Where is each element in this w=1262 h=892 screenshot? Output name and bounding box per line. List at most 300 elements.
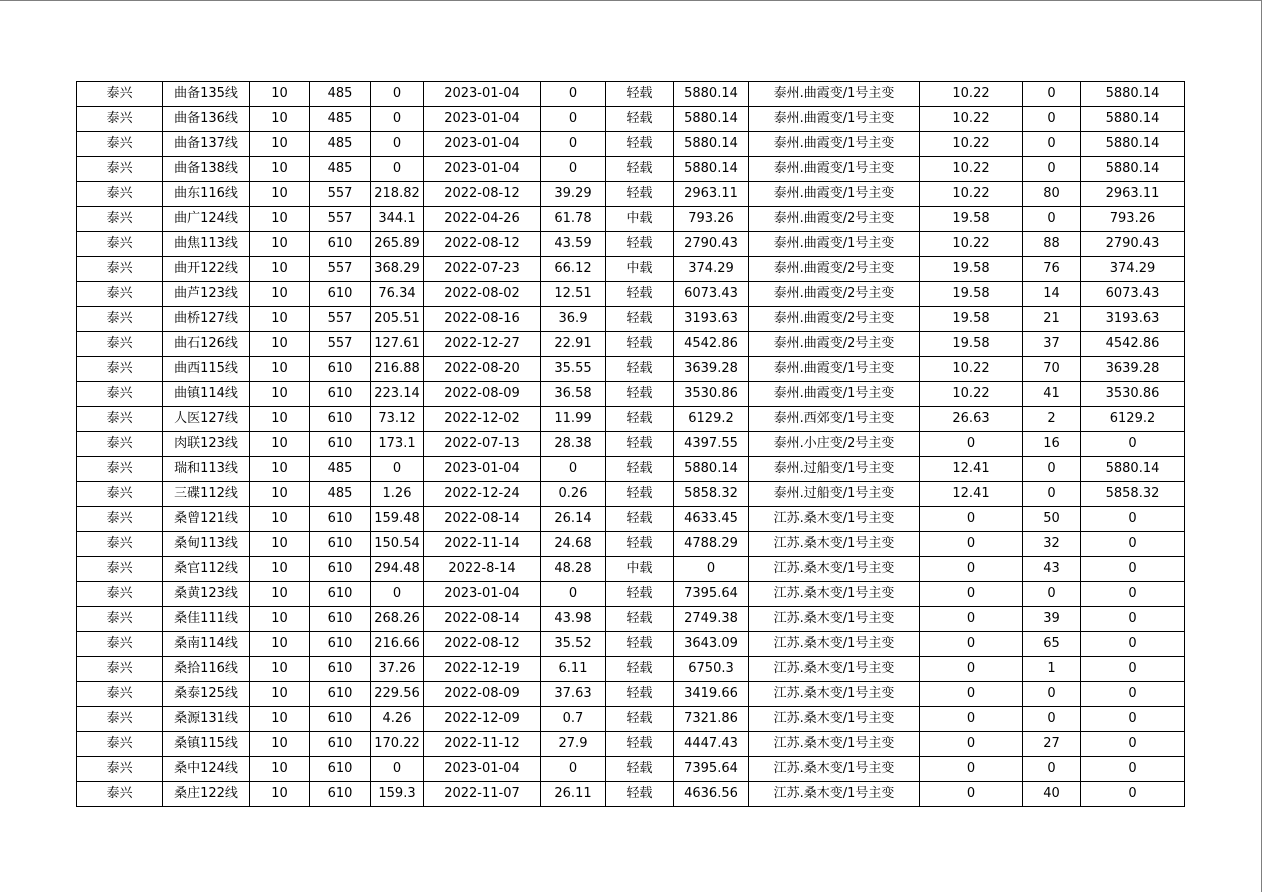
cell-rated-capacity: 485 [310,157,371,182]
cell-date: 2022-08-16 [424,307,541,332]
cell-rated-capacity: 610 [310,357,371,382]
cell-date: 2022-11-12 [424,732,541,757]
cell-transformer-value: 0 [920,707,1023,732]
cell-max-load: 0 [371,107,424,132]
cell-margin: 5858.32 [674,482,749,507]
cell-region: 泰兴 [77,407,163,432]
cell-region: 泰兴 [77,82,163,107]
cell-region: 泰兴 [77,432,163,457]
cell-max-load: 0 [371,157,424,182]
cell-max-load: 229.56 [371,682,424,707]
cell-load-rate: 11.99 [541,407,606,432]
cell-load-rate: 61.78 [541,207,606,232]
cell-load-rate: 36.9 [541,307,606,332]
cell-load-rate: 66.12 [541,257,606,282]
cell-region: 泰兴 [77,532,163,557]
cell-line-name: 曲焦113线 [163,232,250,257]
cell-transformer: 江苏.桑木变/1号主变 [749,682,920,707]
cell-remaining: 2963.11 [1081,182,1185,207]
cell-region: 泰兴 [77,282,163,307]
cell-count: 43 [1023,557,1081,582]
cell-load-rate: 28.38 [541,432,606,457]
cell-count: 39 [1023,607,1081,632]
cell-count: 27 [1023,732,1081,757]
cell-max-load: 216.66 [371,632,424,657]
cell-margin: 4636.56 [674,782,749,807]
cell-line-name: 曲芦123线 [163,282,250,307]
cell-voltage: 10 [250,357,310,382]
cell-transformer: 江苏.桑木变/1号主变 [749,657,920,682]
cell-count: 21 [1023,307,1081,332]
cell-max-load: 73.12 [371,407,424,432]
cell-remaining: 5880.14 [1081,132,1185,157]
cell-date: 2022-08-02 [424,282,541,307]
cell-margin: 2790.43 [674,232,749,257]
cell-rated-capacity: 485 [310,132,371,157]
cell-max-load: 4.26 [371,707,424,732]
cell-load-level: 轻载 [606,657,674,682]
cell-transformer-value: 0 [920,732,1023,757]
cell-load-rate: 0 [541,457,606,482]
cell-region: 泰兴 [77,157,163,182]
cell-load-level: 轻载 [606,507,674,532]
table-row [77,782,1185,807]
cell-load-rate: 0 [541,582,606,607]
cell-transformer-value: 0 [920,657,1023,682]
table-row [77,282,1185,307]
cell-margin: 4542.86 [674,332,749,357]
cell-transformer: 泰州.西郊变/1号主变 [749,407,920,432]
cell-line-name: 桑庄122线 [163,782,250,807]
cell-transformer: 江苏.桑木变/1号主变 [749,607,920,632]
cell-margin: 6750.3 [674,657,749,682]
table-row [77,757,1185,782]
cell-region: 泰兴 [77,132,163,157]
cell-load-rate: 26.11 [541,782,606,807]
cell-margin: 5880.14 [674,82,749,107]
cell-transformer: 泰州.曲霞变/2号主变 [749,332,920,357]
cell-margin: 7395.64 [674,582,749,607]
cell-rated-capacity: 610 [310,407,371,432]
cell-load-level: 轻载 [606,107,674,132]
cell-transformer-value: 10.22 [920,382,1023,407]
cell-transformer-value: 0 [920,782,1023,807]
cell-load-level: 轻载 [606,232,674,257]
cell-rated-capacity: 610 [310,657,371,682]
cell-max-load: 0 [371,582,424,607]
cell-max-load: 205.51 [371,307,424,332]
cell-line-name: 桑泰125线 [163,682,250,707]
cell-remaining: 793.26 [1081,207,1185,232]
cell-max-load: 216.88 [371,357,424,382]
cell-voltage: 10 [250,407,310,432]
cell-transformer: 江苏.桑木变/1号主变 [749,782,920,807]
cell-rated-capacity: 557 [310,207,371,232]
cell-transformer-value: 0 [920,632,1023,657]
cell-voltage: 10 [250,532,310,557]
cell-region: 泰兴 [77,382,163,407]
cell-region: 泰兴 [77,732,163,757]
cell-transformer: 泰州.曲霞变/1号主变 [749,382,920,407]
cell-voltage: 10 [250,557,310,582]
cell-rated-capacity: 610 [310,532,371,557]
table-row [77,707,1185,732]
cell-max-load: 0 [371,457,424,482]
cell-line-name: 曲开122线 [163,257,250,282]
cell-transformer-value: 0 [920,507,1023,532]
cell-date: 2022-04-26 [424,207,541,232]
cell-margin: 4788.29 [674,532,749,557]
table-row [77,657,1185,682]
cell-remaining: 0 [1081,557,1185,582]
cell-voltage: 10 [250,757,310,782]
cell-line-name: 人医127线 [163,407,250,432]
cell-region: 泰兴 [77,482,163,507]
table-row [77,382,1185,407]
cell-load-level: 轻载 [606,432,674,457]
cell-remaining: 6073.43 [1081,282,1185,307]
cell-date: 2022-08-12 [424,182,541,207]
cell-margin: 2963.11 [674,182,749,207]
cell-count: 14 [1023,282,1081,307]
cell-date: 2023-01-04 [424,132,541,157]
cell-region: 泰兴 [77,457,163,482]
cell-load-rate: 36.58 [541,382,606,407]
cell-load-level: 轻载 [606,332,674,357]
cell-line-name: 桑源131线 [163,707,250,732]
table-row [77,482,1185,507]
table-row [77,632,1185,657]
cell-load-level: 中载 [606,207,674,232]
cell-transformer-value: 19.58 [920,207,1023,232]
table-row [77,182,1185,207]
cell-count: 16 [1023,432,1081,457]
cell-region: 泰兴 [77,757,163,782]
cell-max-load: 344.1 [371,207,424,232]
cell-load-level: 中载 [606,557,674,582]
cell-remaining: 0 [1081,532,1185,557]
cell-date: 2022-08-12 [424,632,541,657]
cell-region: 泰兴 [77,257,163,282]
cell-count: 76 [1023,257,1081,282]
cell-transformer-value: 0 [920,607,1023,632]
cell-rated-capacity: 485 [310,107,371,132]
cell-voltage: 10 [250,332,310,357]
cell-transformer-value: 12.41 [920,482,1023,507]
cell-transformer: 泰州.曲霞变/1号主变 [749,357,920,382]
cell-transformer: 泰州.曲霞变/1号主变 [749,132,920,157]
cell-transformer: 泰州.曲霞变/1号主变 [749,157,920,182]
cell-max-load: 127.61 [371,332,424,357]
cell-rated-capacity: 557 [310,307,371,332]
cell-margin: 5880.14 [674,157,749,182]
cell-date: 2022-08-09 [424,682,541,707]
cell-margin: 793.26 [674,207,749,232]
cell-voltage: 10 [250,657,310,682]
cell-rated-capacity: 610 [310,232,371,257]
cell-region: 泰兴 [77,182,163,207]
cell-load-rate: 22.91 [541,332,606,357]
cell-load-rate: 0 [541,107,606,132]
table-row [77,732,1185,757]
cell-max-load: 173.1 [371,432,424,457]
cell-count: 37 [1023,332,1081,357]
cell-max-load: 1.26 [371,482,424,507]
cell-load-level: 轻载 [606,782,674,807]
cell-transformer-value: 19.58 [920,257,1023,282]
cell-transformer: 江苏.桑木变/1号主变 [749,557,920,582]
cell-rated-capacity: 610 [310,382,371,407]
cell-remaining: 374.29 [1081,257,1185,282]
table-row [77,582,1185,607]
cell-voltage: 10 [250,582,310,607]
cell-transformer-value: 19.58 [920,307,1023,332]
cell-voltage: 10 [250,507,310,532]
cell-line-name: 桑拾116线 [163,657,250,682]
cell-region: 泰兴 [77,607,163,632]
cell-voltage: 10 [250,307,310,332]
cell-load-rate: 43.59 [541,232,606,257]
cell-count: 0 [1023,107,1081,132]
cell-date: 2022-08-20 [424,357,541,382]
cell-voltage: 10 [250,257,310,282]
cell-date: 2022-08-09 [424,382,541,407]
cell-max-load: 368.29 [371,257,424,282]
cell-load-rate: 24.68 [541,532,606,557]
cell-line-name: 曲石126线 [163,332,250,357]
cell-count: 0 [1023,707,1081,732]
cell-remaining: 4542.86 [1081,332,1185,357]
cell-load-level: 轻载 [606,357,674,382]
cell-count: 40 [1023,782,1081,807]
table-row [77,207,1185,232]
cell-line-name: 三碟112线 [163,482,250,507]
cell-max-load: 0 [371,132,424,157]
cell-remaining: 0 [1081,432,1185,457]
cell-transformer: 泰州.曲霞变/1号主变 [749,82,920,107]
cell-count: 0 [1023,82,1081,107]
cell-remaining: 3639.28 [1081,357,1185,382]
cell-voltage: 10 [250,607,310,632]
cell-rated-capacity: 557 [310,332,371,357]
cell-voltage: 10 [250,482,310,507]
cell-transformer: 江苏.桑木变/1号主变 [749,732,920,757]
cell-voltage: 10 [250,82,310,107]
page-edge-top [0,0,1262,1]
cell-count: 0 [1023,757,1081,782]
cell-margin: 5880.14 [674,132,749,157]
cell-date: 2023-01-04 [424,107,541,132]
cell-count: 80 [1023,182,1081,207]
table-body [77,82,1185,807]
cell-load-rate: 6.11 [541,657,606,682]
cell-remaining: 0 [1081,632,1185,657]
cell-rated-capacity: 485 [310,482,371,507]
cell-region: 泰兴 [77,107,163,132]
cell-count: 2 [1023,407,1081,432]
cell-remaining: 0 [1081,607,1185,632]
cell-max-load: 0 [371,757,424,782]
cell-margin: 374.29 [674,257,749,282]
cell-date: 2023-01-04 [424,157,541,182]
cell-remaining: 0 [1081,732,1185,757]
cell-load-level: 轻载 [606,407,674,432]
cell-load-level: 轻载 [606,457,674,482]
cell-count: 0 [1023,157,1081,182]
cell-load-level: 轻载 [606,582,674,607]
cell-load-level: 轻载 [606,532,674,557]
cell-region: 泰兴 [77,657,163,682]
cell-region: 泰兴 [77,632,163,657]
cell-transformer: 江苏.桑木变/1号主变 [749,632,920,657]
cell-transformer: 泰州.曲霞变/1号主变 [749,182,920,207]
cell-count: 0 [1023,132,1081,157]
cell-rated-capacity: 610 [310,507,371,532]
table-row [77,432,1185,457]
cell-transformer: 泰州.曲霞变/2号主变 [749,307,920,332]
cell-transformer-value: 12.41 [920,457,1023,482]
cell-count: 65 [1023,632,1081,657]
cell-remaining: 0 [1081,582,1185,607]
cell-transformer-value: 19.58 [920,282,1023,307]
cell-load-rate: 48.28 [541,557,606,582]
cell-load-rate: 35.52 [541,632,606,657]
cell-transformer: 泰州.曲霞变/2号主变 [749,257,920,282]
cell-voltage: 10 [250,732,310,757]
cell-line-name: 肉联123线 [163,432,250,457]
cell-voltage: 10 [250,457,310,482]
cell-rated-capacity: 610 [310,782,371,807]
cell-load-level: 轻载 [606,757,674,782]
cell-transformer-value: 0 [920,557,1023,582]
cell-voltage: 10 [250,432,310,457]
cell-load-rate: 0 [541,157,606,182]
cell-transformer-value: 10.22 [920,132,1023,157]
table-row [77,607,1185,632]
cell-load-rate: 35.55 [541,357,606,382]
cell-load-rate: 12.51 [541,282,606,307]
cell-count: 0 [1023,457,1081,482]
cell-remaining: 5880.14 [1081,157,1185,182]
cell-max-load: 170.22 [371,732,424,757]
cell-max-load: 218.82 [371,182,424,207]
cell-margin: 3639.28 [674,357,749,382]
cell-transformer-value: 10.22 [920,182,1023,207]
cell-margin: 4447.43 [674,732,749,757]
cell-transformer: 江苏.桑木变/1号主变 [749,707,920,732]
table-row [77,557,1185,582]
cell-load-level: 轻载 [606,482,674,507]
cell-region: 泰兴 [77,557,163,582]
cell-voltage: 10 [250,632,310,657]
cell-transformer: 江苏.桑木变/1号主变 [749,532,920,557]
cell-remaining: 0 [1081,682,1185,707]
table-row [77,132,1185,157]
cell-rated-capacity: 610 [310,707,371,732]
cell-date: 2022-08-14 [424,507,541,532]
cell-max-load: 76.34 [371,282,424,307]
cell-rated-capacity: 610 [310,582,371,607]
cell-count: 50 [1023,507,1081,532]
cell-max-load: 294.48 [371,557,424,582]
cell-remaining: 5880.14 [1081,82,1185,107]
cell-remaining: 0 [1081,757,1185,782]
cell-transformer: 泰州.曲霞变/2号主变 [749,282,920,307]
cell-load-rate: 39.29 [541,182,606,207]
cell-transformer: 江苏.桑木变/1号主变 [749,582,920,607]
cell-region: 泰兴 [77,782,163,807]
cell-count: 1 [1023,657,1081,682]
cell-transformer-value: 26.63 [920,407,1023,432]
cell-voltage: 10 [250,207,310,232]
cell-count: 0 [1023,207,1081,232]
cell-remaining: 0 [1081,657,1185,682]
cell-line-name: 曲广124线 [163,207,250,232]
cell-load-rate: 27.9 [541,732,606,757]
cell-margin: 3530.86 [674,382,749,407]
cell-voltage: 10 [250,707,310,732]
cell-margin: 7321.86 [674,707,749,732]
cell-remaining: 2790.43 [1081,232,1185,257]
cell-remaining: 3193.63 [1081,307,1185,332]
cell-voltage: 10 [250,132,310,157]
cell-transformer-value: 0 [920,582,1023,607]
table-row [77,157,1185,182]
cell-count: 0 [1023,582,1081,607]
cell-load-rate: 37.63 [541,682,606,707]
cell-margin: 6129.2 [674,407,749,432]
cell-count: 0 [1023,682,1081,707]
cell-transformer: 江苏.桑木变/1号主变 [749,507,920,532]
cell-remaining: 0 [1081,507,1185,532]
cell-transformer-value: 0 [920,682,1023,707]
cell-line-name: 曲镇114线 [163,382,250,407]
cell-line-name: 曲桥127线 [163,307,250,332]
cell-max-load: 268.26 [371,607,424,632]
cell-rated-capacity: 610 [310,682,371,707]
cell-voltage: 10 [250,282,310,307]
cell-transformer-value: 10.22 [920,107,1023,132]
cell-load-level: 轻载 [606,157,674,182]
cell-transformer: 泰州.过船变/1号主变 [749,457,920,482]
cell-load-rate: 43.98 [541,607,606,632]
cell-rated-capacity: 610 [310,632,371,657]
cell-voltage: 10 [250,182,310,207]
cell-voltage: 10 [250,382,310,407]
cell-count: 0 [1023,482,1081,507]
data-table [76,81,1185,807]
cell-date: 2023-01-04 [424,757,541,782]
table-row [77,232,1185,257]
cell-max-load: 159.3 [371,782,424,807]
cell-load-rate: 0 [541,757,606,782]
cell-date: 2023-01-04 [424,582,541,607]
table-row [77,107,1185,132]
cell-load-rate: 0.26 [541,482,606,507]
cell-rated-capacity: 557 [310,257,371,282]
cell-date: 2022-11-14 [424,532,541,557]
table-row [77,82,1185,107]
cell-date: 2022-07-23 [424,257,541,282]
cell-count: 32 [1023,532,1081,557]
cell-rated-capacity: 610 [310,282,371,307]
cell-region: 泰兴 [77,707,163,732]
cell-load-level: 中载 [606,257,674,282]
cell-transformer: 泰州.小庄变/2号主变 [749,432,920,457]
table-row [77,507,1185,532]
cell-region: 泰兴 [77,682,163,707]
cell-margin: 0 [674,557,749,582]
